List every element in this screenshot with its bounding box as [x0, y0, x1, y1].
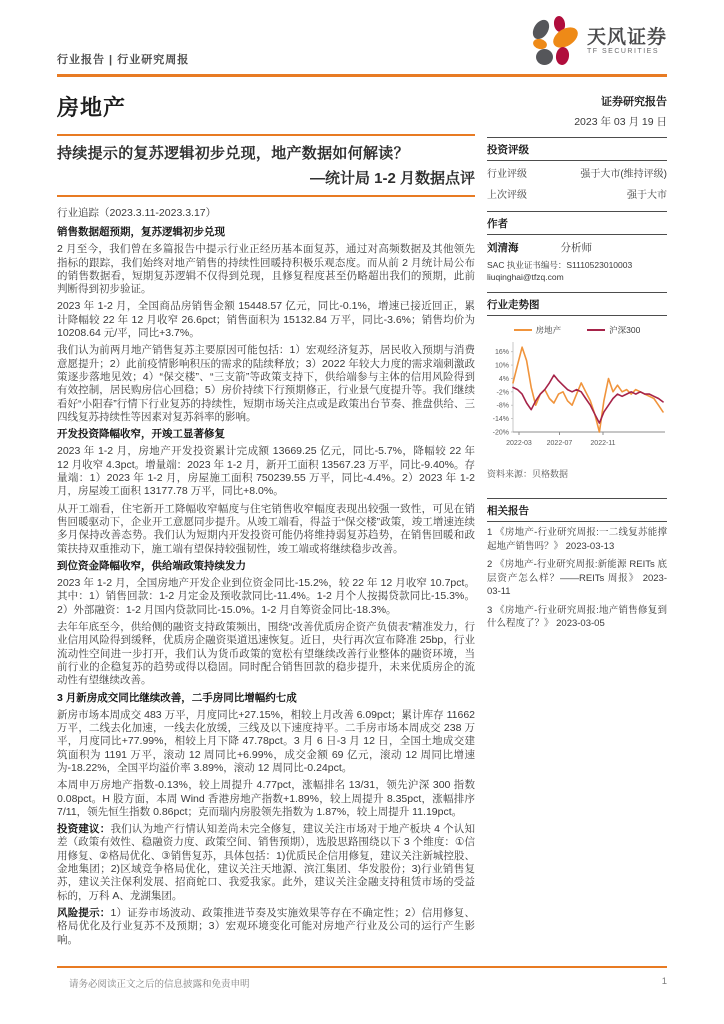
headline-line2: —统计局 1-2 月数据点评 — [309, 170, 475, 187]
industry-trend-chart — [487, 338, 667, 454]
industry-rating-row — [487, 161, 667, 182]
body-paragraph: 我们认为前两月地产销售复苏主要原因可能包括：1）宏观经济复苏，居民收入预期与消费意愿提升；2）此前疫情影响积压的需求的陆续释放；3）2022 年较大力度的需求端刺激政策逐步落地见效；4）“保交楼”、“三支箭”等政策支持下，供给端参与主体的信用风险得到有效控制，居民购房信心回稳；5）房价持续下行预期修正，行业景气度提升等。我们继续看好“小阳春”行情下行业复苏的持续性，短期市场关注点或是政策出台节奏、推盘供给、三四线复苏持续性等因素对复苏斜率的影响。 — [57, 344, 475, 423]
risk-warning-paragraph — [57, 907, 475, 947]
investment-rating-title: 投资评级 — [487, 138, 667, 161]
legend-line-swatch — [514, 329, 532, 331]
logo-petal — [536, 49, 553, 65]
investment-advice-text: 我们认为地产行情认知差尚未完全修复，建议关注市场对于地产板块 4 个认知差（政策有效性、稳融资力度、政策空间、销售预期），选股思路围绕以下 3 个维度：①信用修复、②格局优化、③销售复苏，具体包括：1)优质民企信用修复，建议关注新城控股、金地集团；2)区域竞争格局优化，建议关注天地源、滨江集团、华发股份；3)行业销售复苏，建议关注保利发展、招商蛇口、我爱我家。此外，建议关注金融支持租赁市场的受益标的，万科 A、龙湖集团。 — [57, 823, 475, 902]
legend-label: 房地产 — [535, 325, 562, 335]
body-paragraph: 新房市场本周成交 483 万平，月度同比+27.15%，相较上月改善 6.09pct；累计库存 11662 万平，二线去化加速，一线去化放缓，三线及以下速度持平。二手房市场本周成交 238 万平，月度同比+77.99%，相较上月下降 47.78pct。3 月 6 日-3 月 12 日，全国土地成交建筑面积为 1191 万平，滚动 12 周同比+6.99%，成交金额 69 亿元，滚动 12 周同比增速为-18.22%，全国平均溢价率 3.89%，滚动 12 周同比-0.24pct。 — [57, 708, 475, 774]
industry-title: 房地产 — [57, 95, 127, 120]
report-date: 2023 年 03 月 19 日 — [574, 116, 667, 128]
industry-trend-title: 行业走势图 — [487, 293, 667, 316]
industry-rating-value: 强于大市(维持评级) — [580, 169, 667, 180]
footer-disclaimer: 请务必阅读正文之后的信息披露和免责申明 — [69, 979, 250, 990]
legend-line-swatch — [587, 329, 605, 331]
tf-securities-logo — [533, 16, 667, 66]
industry-rating-label: 行业评级 — [487, 169, 527, 180]
risk-warning-text: 1）证券市场波动、政策推进节奏及实施效果等存在不确定性；2）信用修复、格局优化及行业复苏不及预期；3）宏观环境变化可能对房地产行业及公司的运行产生影响。 — [57, 906, 475, 946]
top-divider — [57, 74, 667, 77]
svg-text:2022-07: 2022-07 — [546, 440, 573, 447]
main-column — [57, 87, 475, 951]
svg-text:10%: 10% — [494, 362, 509, 370]
svg-text:-8%: -8% — [496, 402, 509, 410]
author-section — [487, 211, 667, 292]
investment-advice-label: 投资建议： — [57, 823, 111, 836]
related-report-link[interactable]: 3 《房地产-行业研究周报:地产销售修复到什么程度了？》 2023-03-05 — [487, 604, 667, 629]
sidebar — [487, 87, 667, 951]
author-title: 作者 — [487, 212, 667, 235]
report-type-label: 行业报告 | 行业研究周报 — [57, 54, 190, 66]
doc-type: 证券研究报告 — [601, 96, 667, 108]
svg-text:-20%: -20% — [492, 429, 509, 437]
body-paragraph: 本周申万房地产指数-0.13%，较上周提升 4.77pct，涨幅排名 13/31，领先沪深 300 指数 0.08pct。H 股方面，本周 Wind 香港房地产指数+1.89%，较上周提升 8.35pct，涨幅排序 7/11，领先恒生指数 0.86pct；克而瑞内房股领先指数为 1.87%，较上周提升 11.19pct。 — [57, 779, 475, 818]
svg-text:2022-03: 2022-03 — [506, 440, 532, 447]
svg-text:2022-11: 2022-11 — [590, 440, 616, 447]
footer-divider — [57, 966, 667, 968]
logo-flower-icon — [533, 16, 579, 66]
related-report-link[interactable]: 2 《房地产-行业研究周报:新能源 REITs 底层资产怎么样？——REITs 周报》 2023-03-11 — [487, 559, 667, 597]
headline-line1: 持续提示的复苏逻辑初步兑现，地产数据如何解读？ — [57, 145, 409, 162]
author-name: 刘清海 — [487, 242, 519, 254]
related-reports-section — [487, 498, 667, 631]
brand-name-en: TF SECURITIES — [586, 47, 659, 55]
body-paragraph: 2023 年 1-2 月，房地产开发投资累计完成额 13669.25 亿元，同比-5.7%，降幅较 22 年 12 月收窄 4.3pct。增量端：2023 年 1-2 月，新开工面积 13567.23 万平，同比-9.40%。存量端：1）2023 年 1-2 月，房屋施工面积 750239.55 万平，同比-4.4%。2）2023 年 1-2 月，房屋竣工面积 13177.78 万平，同比+8.0%。 — [57, 445, 475, 498]
legend-label: 沪深300 — [609, 325, 641, 335]
section-heading: 到位资金降幅收窄，供给端政策持续发力 — [57, 559, 246, 572]
investment-rating-section — [487, 137, 667, 211]
related-reports-title: 相关报告 — [487, 499, 667, 522]
section-heading: 3 月新房成交同比继续改善，二手房同比增幅约七成 — [57, 691, 297, 704]
body-paragraph: 去年年底至今，供给侧的融资支持政策频出，围绕“改善优质房企资产负债表”精准发力，行业信用风险得到缓释，优质房企融资渠道迅速恢复。近日，央行再次宣布降准 25bp，行业流动性空间进一步打开，我们认为货币政策的宽松有望继续改善行业整体的融资环境，当前行业的企稳复苏的趋势或得以稳固。同时配合销售回款的稳步提升，未来优质房企的流动性有望继续改善。 — [57, 621, 475, 687]
risk-warning-label: 风险提示： — [57, 906, 111, 919]
page-footer — [57, 966, 667, 990]
body-paragraph: 2023 年 1-2 月，全国商品房销售金额 15448.57 亿元，同比-0.1%，增速已接近回正，累计降幅较 22 年 12 月收窄 26.6pct；销售面积为 15132.84 万平，同比-3.6%；销售均价为 10208.64 元/平，同比+3.7%。 — [57, 300, 475, 340]
author-role: 分析师 — [560, 242, 592, 254]
section-heading: 开发投资降幅收窄，开竣工显著修复 — [57, 428, 225, 441]
page-number: 1 — [661, 976, 667, 987]
logo-petal — [555, 46, 570, 66]
previous-rating-row — [487, 182, 667, 203]
svg-text:16%: 16% — [494, 349, 509, 357]
svg-text:-2%: -2% — [496, 389, 509, 397]
related-report-link[interactable]: 1 《房地产-行业研究周报:一二线复苏能撑起地产销售吗？》 2023-03-13 — [487, 527, 667, 552]
author-email[interactable]: liuqinghai@tfzq.com — [487, 272, 564, 282]
svg-text:-14%: -14% — [492, 416, 509, 424]
chart-legend — [487, 324, 667, 336]
brand-name-cn: 天风证券 — [586, 26, 667, 48]
body-paragraph: 从开工端看，住宅新开工降幅收窄幅度与住宅销售收窄幅度表现出较强一致性，可见在销售回暖驱动下，企业开工意愿同步提升。从竣工端看，得益于“保交楼”政策，竣工增速连续多月保持改善态势。我们认为短期内开发投资可能仍将维持弱复苏趋势，在销售回暖和政策扶持双重推动下，施工端有望保持较强韧性，竣工端或将继续稳步改善。 — [57, 502, 475, 555]
report-headline — [57, 134, 475, 197]
body-paragraph: 2023 年 1-2 月，全国房地产开发企业到位资金同比-15.2%，较 22 年 12 月收窄 10.7pct。其中：1）销售回款：1-2 月定金及预收款同比-11.4%。1-2 月个人按揭贷款同比-15.3%。2）外部融资：1-2 月国内贷款同比-15.0%。1-2 月自筹资金同比-18.3%。 — [57, 577, 475, 616]
tracking-period: 行业追踪（2023.3.11-2023.3.17） — [57, 207, 217, 219]
investment-advice-paragraph — [57, 823, 475, 903]
author-sac-number: SAC 执业证书编号：S1110523010003 — [487, 260, 633, 270]
previous-rating-label: 上次评级 — [487, 190, 527, 201]
section-heading: 销售数据超预期，复苏逻辑初步兑现 — [57, 226, 225, 238]
body-paragraph: 2 月至今，我们曾在多篇报告中提示行业正经历基本面复苏，通过对高频数据及其他领先指标的跟踪，我们始终对地产销售的持续性回暖持积极乐观态度。而从前 2 月统计局公布的销售数据看，短期复苏逻辑不仅得到兑现，且修复程度甚至仍略超出我们的预期，此前判断得到初步验证。 — [57, 243, 475, 296]
industry-trend-section — [487, 292, 667, 498]
svg-text:4%: 4% — [498, 375, 509, 383]
legend-item — [587, 324, 640, 336]
legend-item — [514, 324, 562, 336]
chart-source: 资料来源：贝格数据 — [487, 469, 569, 479]
previous-rating-value: 强于大市 — [627, 190, 667, 201]
